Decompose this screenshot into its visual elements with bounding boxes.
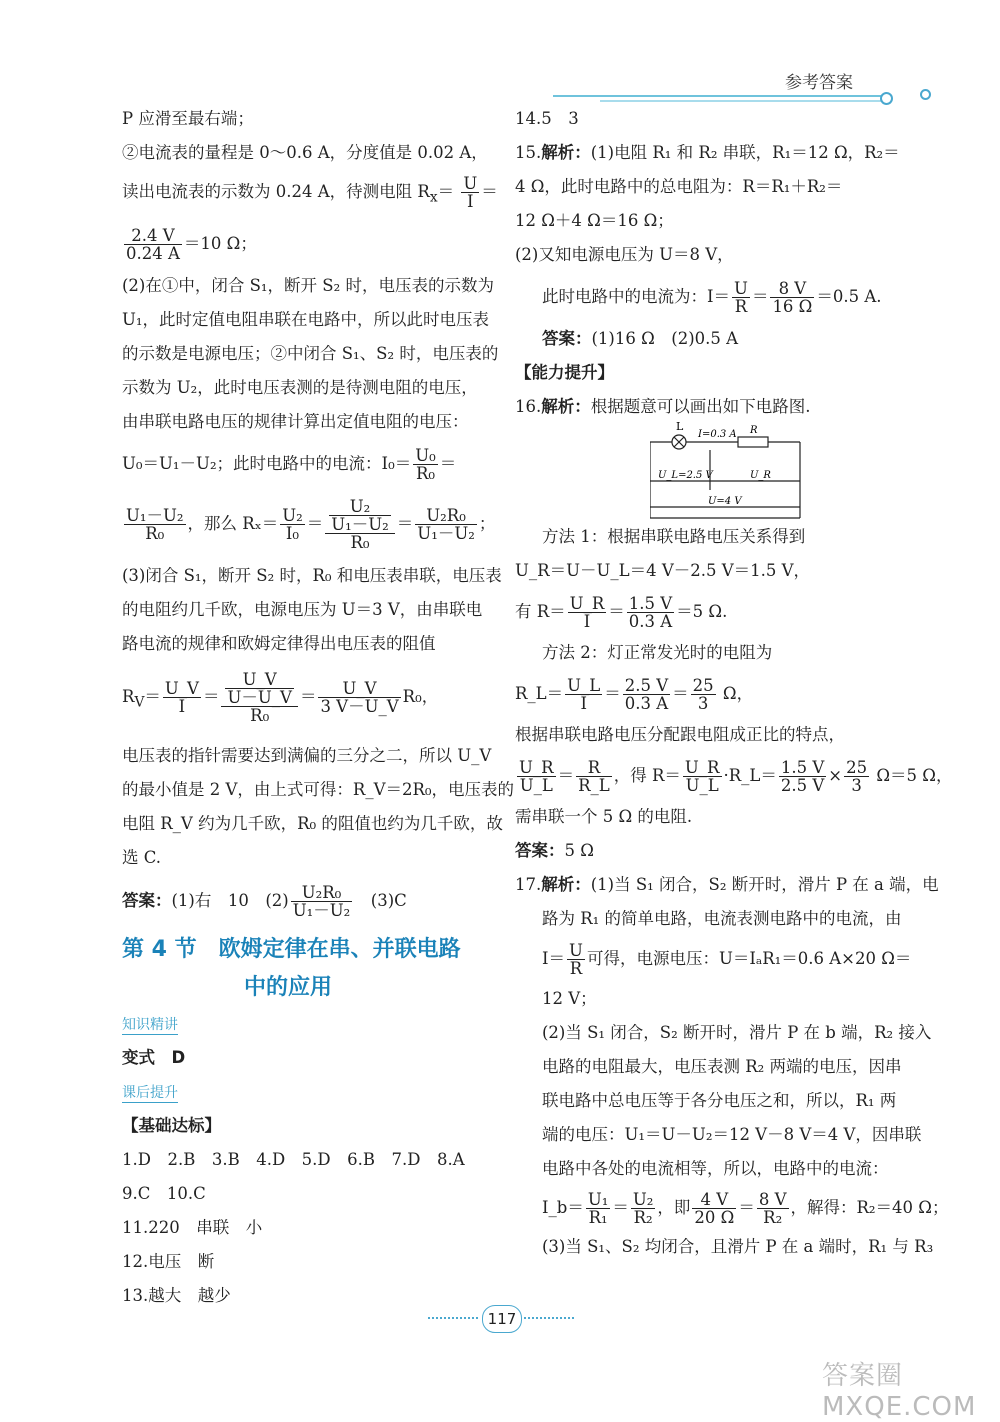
fraction: $\frac{\text{U₁－U₂}}{\text{R₀}}$: [126, 506, 184, 544]
answer-row: 9.C 10.C: [122, 1183, 206, 1203]
fraction: $\frac{\text{U₂R₀}}{\text{U₁－U₂}}$: [417, 506, 475, 544]
text-line: 电阻 R_V 约为几千欧，R₀ 的阻值也约为几千欧，故: [122, 813, 503, 833]
fraction: $\frac{8 V}{16 \Omega}$: [772, 279, 813, 316]
resistor-icon: [738, 437, 768, 447]
page-number: 117: [482, 1305, 522, 1333]
answer-line: 答案：(1)16 Ω (2)0.5 A: [542, 329, 739, 348]
circuit-diagram: [650, 420, 802, 520]
text-line: 方法 1：根据串联电路电压关系得到: [542, 527, 806, 546]
text-line: 电路的电阻最大，电压表测 R₂ 两端的电压，因串: [542, 1057, 902, 1076]
fraction: $\frac{2.5 V}{0.3 A}$: [624, 676, 669, 713]
fraction: $\frac{25}{3}$: [846, 758, 868, 795]
left-column: [122, 102, 515, 1313]
text-line: 有 R＝ $\frac{U\_R}{I}$ ＝ $\frac{1.5 V}{0.3 A}$ ＝5 Ω.: [515, 594, 728, 631]
text-line: I＝ $\frac{U}{R}$ 可得，电源电压：U＝IₐR₁＝0.6 A×20 Ω＝: [542, 941, 912, 978]
fraction: $\frac{4 V}{20 \Omega}$: [694, 1190, 735, 1227]
text-line: 的电阻约几千欧，电源电压为 U＝3 V，由串联电: [122, 600, 483, 620]
text-line: 路为 R₁ 的简单电路，电流表测电路中的电流，由: [542, 909, 902, 928]
text-line: 根据串联电路电压分配跟电阻成正比的特点，: [515, 725, 845, 744]
answer-row: 11.220 串联 小: [122, 1217, 263, 1237]
answer-line: 答案：5 Ω: [515, 841, 594, 860]
text-line: (2)当 S₁ 闭合，S₂ 断开时，滑片 P 在 b 端，R₂ 接入: [542, 1023, 932, 1042]
resistor-label: R: [750, 425, 758, 436]
text-line: U₁，此时定值电阻串联在电路中，所以此时电压表: [122, 310, 490, 330]
text-line: 4 Ω，此时电路中的总电阻为：R＝R₁＋R₂＝: [515, 177, 843, 196]
text-line: 电压表的指针需要达到满偏的三分之二，所以 U_V: [122, 745, 492, 765]
ul-label: U_L=2.5 V: [658, 470, 713, 481]
text-line: 方法 2：灯正常发光时的电阻为: [542, 643, 773, 662]
fraction: $\frac{\text{U₂R₀}}{\text{U₁－U₂}}$: [292, 882, 351, 920]
text-line: 12 V；: [542, 989, 597, 1008]
text-line: 联电路中总电压等于各分电压之和，所以，R₁ 两: [542, 1091, 897, 1110]
fraction: $\frac{8 V}{\text{R₂}}$: [758, 1190, 787, 1227]
text-line: 15.解析：(1)电阻 R₁ 和 R₂ 串联，R₁＝12 Ω，R₂＝: [515, 143, 900, 162]
basic-heading: 【基础达标】: [122, 1115, 221, 1135]
fraction: $\frac{U}{R}$: [734, 279, 748, 316]
text-line: (2)在①中，闭合 S₁，断开 S₂ 时，电压表的示数为: [122, 276, 494, 296]
text-line: $\frac{U\_R}{U\_L}$ ＝ $\frac{R}{R\_L}$ ，得 R＝ $\frac{U\_R}{U\_L}$ ·R_L＝ $\frac{1.5 V}{2.5 V}$ × $\frac{25}{3}$ Ω＝5 Ω，: [519, 758, 953, 795]
fraction: $\frac{1.5 V}{0.3 A}$: [628, 594, 673, 631]
text-line: U_R＝U－U_L＝4 V－2.5 V＝1.5 V，: [515, 561, 811, 580]
fraction: $\frac{U\_R}{U\_L}$: [519, 758, 554, 795]
answer-row: 13.越大 越少: [122, 1285, 231, 1305]
fraction: $\frac{U\_R}{U\_L}$: [684, 758, 720, 795]
text-line: P 应滑至最右端；: [122, 109, 254, 128]
fraction: $\frac{U}{I}$: [463, 174, 478, 211]
text-line: $\frac{2.4 V}{0.24 A}$ ＝10 Ω；: [126, 226, 257, 264]
fraction: $\frac{1.5 V}{2.5 V}$: [780, 758, 825, 795]
fraction: $\frac{U}{R}$: [569, 941, 583, 978]
fraction: $\frac{U\_R}{I}$: [569, 594, 605, 631]
page-dots-left: [428, 1317, 478, 1319]
variant-answer: 变式 D: [122, 1047, 186, 1067]
page-dots-right: [524, 1317, 574, 1319]
text-line: R_L＝ $\frac{U\_L}{I}$ ＝ $\frac{2.5 V}{0.3 A}$ ＝ $\frac{25}{3}$ Ω，: [515, 676, 754, 713]
text-line: 12 Ω＋4 Ω＝16 Ω；: [515, 211, 674, 230]
text-line: 由串联电路电压的规律计算出定值电阻的电压：: [122, 412, 469, 432]
compound-fraction: $\frac{\frac{\text{U₂}}{\text{U₁－U₂}}}{\text{R₀}}$: [325, 498, 395, 551]
text-line: 16.解析：根据题意可以画出如下电路图.: [515, 397, 811, 416]
section-title-2: 中的应用: [244, 974, 333, 1000]
fraction: $\frac{\text{U₂}}{\text{R₂}}$: [632, 1190, 654, 1227]
text-line: 电路中各处的电流相等，所以，电路中的电流：: [542, 1159, 889, 1178]
ur-label: U_R: [750, 470, 771, 481]
ability-heading: 【能力提升】: [515, 363, 614, 382]
fraction: $\frac{\text{U₂}}{\text{I₀}}$: [282, 506, 303, 544]
right-column: [515, 102, 953, 1264]
fraction: $\frac{25}{3}$: [692, 676, 714, 713]
fraction: $\frac{U\_L}{I}$: [567, 676, 601, 713]
answer-row: 1.D 2.B 3.B 4.D 5.D 6.B 7.D 8.A: [122, 1149, 465, 1169]
text-line: 此时电路中的电流为：I＝ $\frac{U}{R}$ ＝ $\frac{8 V}{16 \Omega}$ ＝0.5 A.: [542, 279, 882, 316]
text-line: 路电流的规律和欧姆定律得出电压表的阻值: [122, 634, 436, 654]
tag-knowledge: 知识精讲: [122, 1016, 178, 1033]
tag-after-class: 课后提升: [122, 1084, 178, 1101]
text-line: 读出电流表的示数为 0.24 A，待测电阻 $R_x=$ $\frac{U}{I}$ ＝: [122, 174, 498, 211]
fraction: $\frac{U\_V}{I}$: [164, 679, 199, 717]
lamp-label: L: [676, 420, 684, 433]
u-label: U=4 V: [708, 496, 742, 507]
header-rule: [553, 95, 883, 97]
text-line: 选 C.: [122, 847, 162, 867]
text-line: 的示数是电源电压；②中闭合 S₁、S₂ 时，电压表的: [122, 344, 499, 364]
text-line: ②电流表的量程是 0～0.6 A，分度值是 0.02 A，: [122, 143, 488, 162]
text-line: 需串联一个 5 Ω 的电阻.: [515, 807, 693, 826]
text-line: 示数为 U₂，此时电压表测的是待测电阻的电压，: [122, 378, 478, 398]
fraction: $\frac{\text{U₀}}{\text{R₀}}$: [415, 446, 436, 484]
text-line: $\frac{\text{U₁－U₂}}{\text{R₀}}$ ，那么 Rₓ＝ $\frac{\text{U₂}}{\text{I₀}}$ ＝ $\frac{\frac{\text{U₂}}{\text{U₁－U₂}}}{\text{R₀}}$ ＝ $\frac{\text{U₂R₀}}{\text{U₁－U₂}}$ ；: [126, 497, 496, 553]
text-line: $R_V=$ $\frac{U\_V}{I}$ ＝ $\frac{\frac{U\_V}{U-U\_V}}{\text{R₀}}$ ＝ $\frac{U\_V}{3 V-U\_V}$ R₀，: [122, 670, 439, 726]
text-line: (3)当 S₁、S₂ 均闭合，且滑片 P 在 a 端时，R₁ 与 R₃: [542, 1237, 934, 1256]
current-label: I=0.3 A: [698, 429, 737, 440]
text-line: 端的电压：U₁＝U－U₂＝12 V－8 V＝4 V，因串联: [542, 1125, 922, 1144]
compound-fraction: $\frac{\frac{U\_V}{U-U\_V}}{\text{R₀}}$: [221, 671, 297, 724]
text-line: 的最小值是 2 V，由上式可得：R_V＝2R₀，电压表的: [122, 779, 515, 799]
fraction: $\frac{U\_V}{3 V-U\_V}$: [320, 679, 399, 717]
watermark: 答案圈 MXQE.COM: [822, 1361, 977, 1422]
fraction: $\frac{2.4 V}{0.24 A}$: [126, 226, 180, 264]
text-line: (2)又知电源电压为 U＝8 V，: [515, 245, 734, 264]
answer-line: 答案：(1)右 10 (2) $\frac{\text{U₂R₀}}{\text{U₁－U₂}}$ (3)C: [122, 882, 407, 920]
text-line: 17.解析：(1)当 S₁ 闭合，S₂ 断开时，滑片 P 在 a 端，电: [515, 875, 939, 894]
text-line: I_b＝ $\frac{\text{U₁}}{\text{R₁}}$ ＝ $\frac{\text{U₂}}{\text{R₂}}$ ，即 $\frac{4 V}{20 \Omega}$ ＝ $\frac{8 V}{\text{R₂}}$ ，解得：R₂＝40 Ω；: [542, 1190, 949, 1227]
answer-row: 12.电压 断: [122, 1251, 215, 1271]
header-dot-small: [920, 89, 931, 100]
section-title: 第 4 节 欧姆定律在串、并联电路: [122, 936, 461, 962]
text-line: U₀＝U₁－U₂；此时电路中的电流：I₀＝ $\frac{\text{U₀}}{\text{R₀}}$ ＝: [122, 446, 457, 484]
text-line: (3)闭合 S₁，断开 S₂ 时，R₀ 和电压表串联，电压表: [122, 566, 502, 586]
header-title: 参考答案: [785, 73, 853, 93]
fraction: $\frac{\text{U₁}}{\text{R₁}}$: [587, 1190, 609, 1227]
fraction: $\frac{R}{R\_L}$: [578, 758, 610, 795]
text-line: 14.5 3: [515, 109, 579, 128]
